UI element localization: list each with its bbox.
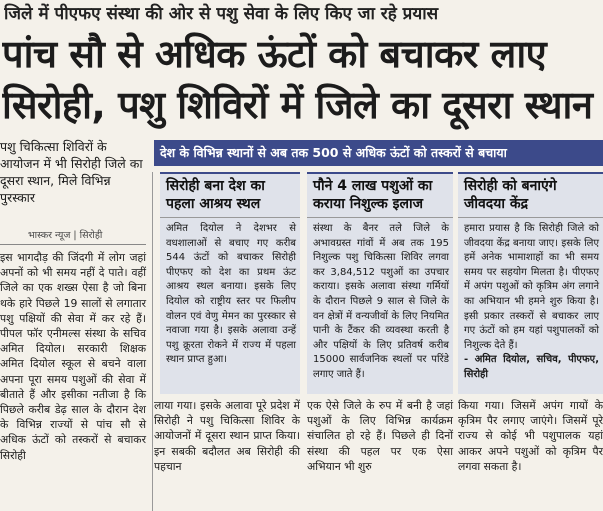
sidebar-box-2 xyxy=(307,172,453,394)
intro-subhead: पशु चिकित्सा शिविरों के आयोजन में भी सिरोही जिले का दूसरा स्थान, मिले विभिन्न पुरस्कार xyxy=(0,139,143,205)
bottom-text-2: एक ऐसे जिले के रुप में बनी है जहां पशुओं के लिए विभिन्न कार्यक्रम संचालित हो रहे हैं। पिछले ही दिनों संस्था की पहल पर एक ऐसा अभियान भी शुरु xyxy=(307,399,453,473)
box-2-text: संस्था के बैनर तले जिले के अभावग्रस्त गांवों में अब तक 195 निशुल्क पशु चिकित्सा शिविर लगवा कर 3,84,512 पशुओं का उपचार कराया। इसके अलावा संस्था गर्मियों के दौरान पिछले 9 साल से जिले के वन क्षेत्रों में वन्यजीवों के लिए नियमित पानी के टैंकर की व्यवस्था करती है और पक्षियों के लिए प्रतिवर्ष करीब 15000 सार्वजनिक स्थलों पर परिंडे लगाए जाते हैं। xyxy=(313,223,449,380)
banner-strip: देश के विभिन्न स्थानों से अब तक 500 से अधिक ऊंटों को तस्करों से बचाया xyxy=(154,140,603,166)
kicker-line: जिले में पीएफए संस्था की ओर से पशु सेवा के लिए किए जा रहे प्रयास xyxy=(4,4,439,24)
headline-line-2: सिरोही, पशु शिविरों में जिले का दूसरा स्थान xyxy=(2,83,593,127)
sidebar-box-3 xyxy=(458,172,603,394)
left-column-text: इस भागदौड़ की जिंदगी में लोग जहां अपनों को भी समय नहीं दे पाते। वहीं जिले का एक शख्स ऐसा है जो बिना थके हारे पिछले 19 सालों से लगातार पशु पक्षियों की सेवा में कर रहे हैं। पीपल फॉर एनीमल्स संस्था के सचिव अमित दियोल। सरकारी शिक्षक अमित दियोल स्कूल से बचने वाला अपना पूरा समय पशुओं की सेवा में बीताते हैं और इसीका नतीजा है कि पिछले करीब डेढ़ साल के दौरान देश के विभिन्न राज्यों से पांच सौ से अधिक ऊंटों को तस्करों से बचाकर सिरोही xyxy=(0,251,146,462)
bottom-text-1: लाया गया। इसके अलावा पूरे प्रदेश में सिरोही ने पशु चिकित्सा शिविर के आयोजनों में दूसरा स्थान प्राप्त किया। इन सबकी बदौलत अब सिरोही की पहचान xyxy=(154,399,300,473)
byline: भास्कर न्यूज | सिरोही xyxy=(28,230,103,241)
box-2-title: पौने 4 लाख पशुओं का कराया निशुल्क इलाज xyxy=(307,174,453,218)
headline-line-1: पांच सौ से अधिक ऊंटों को बचाकर लाए xyxy=(2,32,547,76)
box-3-title: सिरोही को बनाएंगे जीवदया केंद्र xyxy=(458,174,603,218)
bottom-text-3: किया गया। जिसमें अपंग गायों के कृत्रिम पैर लगाए जाएंगे। जिसमें पूरे राज्य से कोई भी पशुपालक यहां आकर अपने पशुओं को कृत्रिम पैर लगवा सकता है। xyxy=(458,399,603,473)
box-1-text: अमित दियोल ने देशभर से वधशालाओं से बचाए गए करीब 544 ऊंटों को बचाकर सिरोही पीएफए को देश का प्रथम ऊंट आश्रय स्थल बनाया। इसके लिए दियोल को राष्ट्रीय स्तर पर फिलीप वोलन एवं वेणु मेमन का पुरस्कार से नवाजा गया है। इसके अलावा उन्हें पशु क्रूरता रोकने में राज्य में पहला स्थान प्राप्त हुआ। xyxy=(166,223,296,366)
column-divider xyxy=(152,172,153,511)
divider xyxy=(0,244,146,245)
box-3-quote-by: - अमित दियोल, सचिव, पीएफए, सिरोही xyxy=(464,354,599,380)
box-3-text: हमारा प्रयास है कि सिरोही जिले को जीवदया केंद्र बनाया जाए। इसके लिए हमें अनेक भामाशाहों का भी समय समय पर सहयोग मिलता है। पीएफए में अपंग पशुओं को कृत्रिम अंग लगाने का अभियान भी हमने शुरु किया है। इसी प्रकार तस्करों से बचाकर लाए गए ऊंटों को हम यहां पशुपालकों को निशुल्क देते हैं। xyxy=(464,223,599,351)
box-1-title: सिरोही बना देश का पहला आश्रय स्थल xyxy=(160,174,300,218)
sidebar-box-1 xyxy=(160,172,300,394)
